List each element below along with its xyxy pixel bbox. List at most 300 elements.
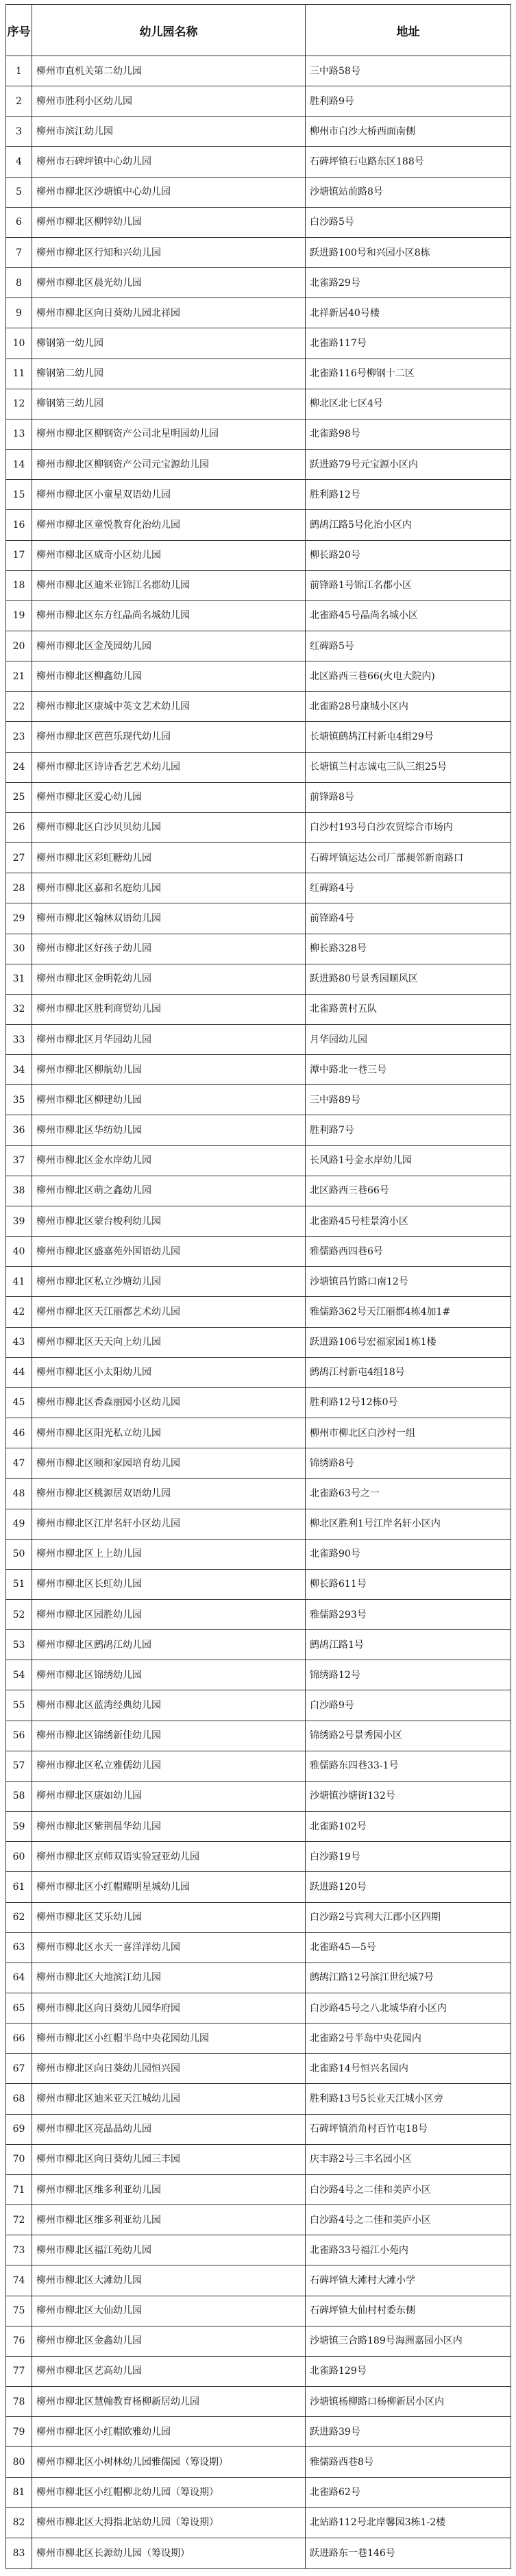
- table-row: [6, 994, 511, 1024]
- row-address: 胜利路13号5长业天江城小区旁: [306, 2084, 511, 2114]
- row-name: 柳州市柳北区阳光私立幼儿园: [32, 1418, 306, 1448]
- row-index: 57: [6, 1751, 32, 1781]
- row-index: 24: [6, 752, 32, 782]
- row-name: 柳州市柳北区胜利商贸幼儿园: [32, 994, 306, 1024]
- row-index: 31: [6, 964, 32, 994]
- table-row: [6, 1932, 511, 1963]
- row-index: 19: [6, 600, 32, 631]
- row-address: 北雀路62号: [306, 2477, 511, 2507]
- row-name: 柳州市柳北区康如幼儿园: [32, 1781, 306, 1811]
- row-name: 柳州市柳北区大拇指北站幼儿园（筹设期）: [32, 2507, 306, 2538]
- row-index: 55: [6, 1690, 32, 1721]
- table-row: [6, 2084, 511, 2114]
- row-index: 42: [6, 1297, 32, 1327]
- row-index: 8: [6, 268, 32, 298]
- table-row: [6, 1387, 511, 1418]
- row-address: 锦绣路2号景秀园小区: [306, 1721, 511, 1751]
- row-index: 83: [6, 2538, 32, 2568]
- row-name: 柳州市柳北区白沙贝贝幼儿园: [32, 812, 306, 842]
- table-row: [6, 510, 511, 540]
- row-address: 北区路西三巷66(火电大院内): [306, 661, 511, 692]
- row-address: 北雀路102号: [306, 1812, 511, 1842]
- row-address: 雅儒路西四巷6号: [306, 1237, 511, 1267]
- row-index: 82: [6, 2507, 32, 2538]
- header-index: 序号: [6, 5, 32, 56]
- table-row: [6, 1781, 511, 1811]
- row-index: 52: [6, 1599, 32, 1629]
- row-name: 柳州市柳北区亮晶晶幼儿园: [32, 2114, 306, 2144]
- row-index: 2: [6, 86, 32, 117]
- table-row: [6, 389, 511, 419]
- row-index: 40: [6, 1237, 32, 1267]
- row-name: 柳州市柳北区长源幼儿园（筹设期）: [32, 2538, 306, 2568]
- row-name: 柳州市柳北区江岸名轩小区幼儿园: [32, 1509, 306, 1539]
- row-index: 22: [6, 692, 32, 722]
- row-name: 柳州市柳北区盛嘉苑外国语幼儿园: [32, 1237, 306, 1267]
- row-name: 柳州市柳北区锦绣新佳幼儿园: [32, 1721, 306, 1751]
- row-index: 17: [6, 540, 32, 570]
- row-address: 前锋路8号: [306, 782, 511, 812]
- row-address: 北雀路黄村五队: [306, 994, 511, 1024]
- row-index: 59: [6, 1812, 32, 1842]
- row-address: 白沙路5号: [306, 207, 511, 237]
- row-name: 柳州市柳北区小红帽柳北幼儿园（筹设期）: [32, 2477, 306, 2507]
- row-address: 雅儒路西巷8号: [306, 2447, 511, 2477]
- row-index: 35: [6, 1085, 32, 1115]
- row-address: 三中路89号: [306, 1085, 511, 1115]
- row-index: 13: [6, 419, 32, 449]
- row-address: 跃进路79号元宝源小区内: [306, 450, 511, 480]
- row-name: 柳州市柳北区蒙台梭利幼儿园: [32, 1206, 306, 1236]
- table-row: [6, 540, 511, 570]
- row-index: 74: [6, 2265, 32, 2296]
- table-header-row: [6, 5, 511, 56]
- table-row: [6, 86, 511, 117]
- row-name: 柳州市柳北区小红帽半岛中央花园幼儿园: [32, 2024, 306, 2054]
- row-index: 58: [6, 1781, 32, 1811]
- table-row: [6, 1721, 511, 1751]
- table-row: [6, 2114, 511, 2144]
- row-name: 柳州市柳北区童悦教育化治幼儿园: [32, 510, 306, 540]
- row-name: 柳州市柳北区迪米亚锦江名郡幼儿园: [32, 570, 306, 600]
- row-index: 3: [6, 117, 32, 147]
- row-index: 53: [6, 1630, 32, 1660]
- table-row: [6, 1418, 511, 1448]
- table-row: [6, 1085, 511, 1115]
- row-index: 54: [6, 1660, 32, 1690]
- row-name: 柳州市柳北区慧翰教育杨柳新居幼儿园: [32, 2387, 306, 2417]
- row-address: 前锋路4号: [306, 903, 511, 934]
- row-index: 44: [6, 1357, 32, 1387]
- row-name: 柳州市滨江幼儿园: [32, 117, 306, 147]
- table-row: [6, 2174, 511, 2204]
- row-index: 64: [6, 1963, 32, 1993]
- table-row: [6, 177, 511, 207]
- row-address: 庆丰路2号三丰名园小区: [306, 2144, 511, 2174]
- row-index: 18: [6, 570, 32, 600]
- row-index: 63: [6, 1932, 32, 1963]
- row-address: 白沙路2号宾利大江郡小区四期: [306, 1902, 511, 1932]
- row-name: 柳州市柳北区艺高幼儿园: [32, 2356, 306, 2386]
- table-row: [6, 1327, 511, 1357]
- table-row: [6, 1448, 511, 1479]
- row-index: 70: [6, 2144, 32, 2174]
- row-index: 5: [6, 177, 32, 207]
- table-row: [6, 964, 511, 994]
- row-name: 柳州市柳北区向日葵幼儿园北祥园: [32, 298, 306, 328]
- row-index: 73: [6, 2235, 32, 2265]
- row-index: 61: [6, 1872, 32, 1902]
- row-address: 三中路58号: [306, 56, 511, 86]
- row-name: 柳州市柳北区京师双语实验冠亚幼儿园: [32, 1842, 306, 1872]
- table-row: [6, 1509, 511, 1539]
- table-row: [6, 2024, 511, 2054]
- table-row: [6, 328, 511, 359]
- row-name: 柳州市柳北区园胜幼儿园: [32, 1599, 306, 1629]
- row-address: 长塘镇鹧鸪江村新屯4组29号: [306, 722, 511, 752]
- row-index: 37: [6, 1145, 32, 1176]
- table-row: [6, 1297, 511, 1327]
- row-address: 白沙路9号: [306, 1690, 511, 1721]
- row-address: 石碑坪镇大仙村村委东侧: [306, 2296, 511, 2326]
- row-address: 红碑路4号: [306, 873, 511, 903]
- row-address: 鹧鸪江路5号化治小区内: [306, 510, 511, 540]
- table-row: [6, 1025, 511, 1055]
- table-row: [6, 600, 511, 631]
- row-name: 柳州市柳北区私立雅儒幼儿园: [32, 1751, 306, 1781]
- row-address: 锦绣路12号: [306, 1660, 511, 1690]
- row-name: 柳州市柳北区彩虹糖幼儿园: [32, 843, 306, 873]
- row-address: 胜利路12号: [306, 480, 511, 510]
- table-row: [6, 1539, 511, 1569]
- row-name: 柳州市柳北区水天一喜洋洋幼儿园: [32, 1932, 306, 1963]
- row-name: 柳州市柳北区紫荆晨华幼儿园: [32, 1812, 306, 1842]
- row-address: 北雀路2号半岛中央花园内: [306, 2024, 511, 2054]
- row-address: 鹧鸪江村新屯4组18号: [306, 1357, 511, 1387]
- row-index: 46: [6, 1418, 32, 1448]
- row-address: 柳州市白沙大桥西面南侧: [306, 117, 511, 147]
- row-name: 柳州市柳北区向日葵幼儿园华府园: [32, 1993, 306, 2024]
- row-name: 柳州市柳北区维多利亚幼儿园: [32, 2174, 306, 2204]
- row-address: 北站路112号北岸馨园3栋1-2楼: [306, 2507, 511, 2538]
- row-address: 雅儒路东四巷33-1号: [306, 1751, 511, 1781]
- row-name: 柳州市柳北区维多利亚幼儿园: [32, 2205, 306, 2235]
- table-row: [6, 661, 511, 692]
- row-name: 柳钢第二幼儿园: [32, 359, 306, 389]
- table-row: [6, 1872, 511, 1902]
- table-row: [6, 2356, 511, 2386]
- row-name: 柳州市柳北区柳钢资产公司元宝源幼儿园: [32, 450, 306, 480]
- row-address: 白沙村193号白沙农贸综合市场内: [306, 812, 511, 842]
- table-row: [6, 2507, 511, 2538]
- table-row: [6, 1812, 511, 1842]
- row-name: 柳州市柳北区萌之鑫幼儿园: [32, 1176, 306, 1206]
- row-name: 柳州市柳北区桃源居双语幼儿园: [32, 1479, 306, 1509]
- row-index: 7: [6, 237, 32, 267]
- row-index: 81: [6, 2477, 32, 2507]
- row-address: 雅儒路362号天江丽都4栋4加1#: [306, 1297, 511, 1327]
- table-row: [6, 419, 511, 449]
- table-row: [6, 1145, 511, 1176]
- row-address: 石碑坪镇运达公司厂部昶邻新南路口: [306, 843, 511, 873]
- row-name: 柳州市柳北区鹧鸪江幼儿园: [32, 1630, 306, 1660]
- row-index: 11: [6, 359, 32, 389]
- row-index: 49: [6, 1509, 32, 1539]
- row-index: 9: [6, 298, 32, 328]
- table-row: [6, 2326, 511, 2356]
- row-address: 北雀路29号: [306, 268, 511, 298]
- row-name: 柳州市柳北区嘉和名庭幼儿园: [32, 873, 306, 903]
- row-index: 21: [6, 661, 32, 692]
- table-row: [6, 903, 511, 934]
- row-index: 75: [6, 2296, 32, 2326]
- table-row: [6, 117, 511, 147]
- row-name: 柳州市柳北区蓝湾经典幼儿园: [32, 1690, 306, 1721]
- row-address: 沙塘镇杨柳路口杨柳新居小区内: [306, 2387, 511, 2417]
- table-row: [6, 268, 511, 298]
- row-index: 10: [6, 328, 32, 359]
- table-row: [6, 2477, 511, 2507]
- table-row: [6, 2205, 511, 2235]
- table-row: [6, 722, 511, 752]
- row-address: 柳长路20号: [306, 540, 511, 570]
- row-index: 51: [6, 1569, 32, 1599]
- row-name: 柳州市柳北区金水岸幼儿园: [32, 1145, 306, 1176]
- table-row: [6, 450, 511, 480]
- row-address: 北祥新居40号楼: [306, 298, 511, 328]
- row-address: 胜利路7号: [306, 1115, 511, 1145]
- row-name: 柳州市柳北区私立沙塘幼儿园: [32, 1267, 306, 1297]
- row-index: 23: [6, 722, 32, 752]
- table-row: [6, 934, 511, 964]
- table-row: [6, 1267, 511, 1297]
- table-row: [6, 692, 511, 722]
- table-row: [6, 56, 511, 86]
- row-index: 16: [6, 510, 32, 540]
- row-address: 白沙路4号之二佳和美庐小区: [306, 2174, 511, 2204]
- row-index: 77: [6, 2356, 32, 2386]
- row-name: 柳州市柳北区行知和兴幼儿园: [32, 237, 306, 267]
- row-name: 柳州市柳北区迪米亚天江城幼儿园: [32, 2084, 306, 2114]
- row-index: 1: [6, 56, 32, 86]
- row-index: 80: [6, 2447, 32, 2477]
- header-address: 地址: [306, 5, 511, 56]
- row-address: 鹧鸪江路12号滨江世纪城7号: [306, 1963, 511, 1993]
- row-address: 柳北区北七区4号: [306, 389, 511, 419]
- row-name: 柳州市柳北区柳锌幼儿园: [32, 207, 306, 237]
- row-name: 柳州市柳北区小树林幼儿园雅儒园（筹设期）: [32, 2447, 306, 2477]
- row-address: 石碑坪镇消角村百竹屯18号: [306, 2114, 511, 2144]
- table-row: [6, 298, 511, 328]
- row-name: 柳州市柳北区金茂园幼儿园: [32, 631, 306, 661]
- table-row: [6, 2417, 511, 2447]
- table-row: [6, 782, 511, 812]
- table-row: [6, 237, 511, 267]
- row-address: 沙塘镇昌竹路口南12号: [306, 1267, 511, 1297]
- row-name: 柳州市柳北区小童星双语幼儿园: [32, 480, 306, 510]
- table-row: [6, 1993, 511, 2024]
- row-name: 柳州市柳北区小太阳幼儿园: [32, 1357, 306, 1387]
- table-row: [6, 1115, 511, 1145]
- row-index: 28: [6, 873, 32, 903]
- row-address: 北雀路116号柳钢十二区: [306, 359, 511, 389]
- table-row: [6, 1357, 511, 1387]
- row-name: 柳钢第一幼儿园: [32, 328, 306, 359]
- row-address: 红碑路5号: [306, 631, 511, 661]
- row-index: 67: [6, 2054, 32, 2084]
- row-name: 柳州市柳北区大地滨江幼儿园: [32, 1963, 306, 1993]
- row-index: 65: [6, 1993, 32, 2024]
- table-row: [6, 1690, 511, 1721]
- row-name: 柳州市石碑坪镇中心幼儿园: [32, 147, 306, 177]
- table-row: [6, 631, 511, 661]
- table-row: [6, 843, 511, 873]
- row-index: 68: [6, 2084, 32, 2114]
- table-row: [6, 812, 511, 842]
- row-name: 柳州市柳北区好孩子幼儿园: [32, 934, 306, 964]
- row-name: 柳州市柳北区柳建幼儿园: [32, 1085, 306, 1115]
- row-address: 沙塘镇站前路8号: [306, 177, 511, 207]
- row-name: 柳州市柳北区福江苑幼儿园: [32, 2235, 306, 2265]
- row-address: 沙塘镇三合路189号海洲嘉园小区内: [306, 2326, 511, 2356]
- row-address: 胜利路9号: [306, 86, 511, 117]
- table-row: [6, 2235, 511, 2265]
- header-name: 幼儿园名称: [32, 5, 306, 56]
- row-address: 跃进路39号: [306, 2417, 511, 2447]
- row-name: 柳州市柳北区康城中英文艺术幼儿园: [32, 692, 306, 722]
- row-address: 柳北区胜利1号江岸名轩小区内: [306, 1509, 511, 1539]
- row-address: 北雀路33号福江小苑内: [306, 2235, 511, 2265]
- row-index: 26: [6, 812, 32, 842]
- row-address: 跃进路东一巷146号: [306, 2538, 511, 2568]
- row-name: 柳州市胜利小区幼儿园: [32, 86, 306, 117]
- row-name: 柳州市直机关第二幼儿园: [32, 56, 306, 86]
- row-name: 柳州市柳北区芭芭乐现代幼儿园: [32, 722, 306, 752]
- row-index: 45: [6, 1387, 32, 1418]
- table-row: [6, 480, 511, 510]
- row-name: 柳州市柳北区柳航幼儿园: [32, 1055, 306, 1085]
- row-index: 66: [6, 2024, 32, 2054]
- row-name: 柳州市柳北区天江丽都艺术幼儿园: [32, 1297, 306, 1327]
- row-address: 北雀路117号: [306, 328, 511, 359]
- row-index: 60: [6, 1842, 32, 1872]
- table-row: [6, 2538, 511, 2568]
- row-index: 39: [6, 1206, 32, 1236]
- row-name: 柳州市柳北区金鑫幼儿园: [32, 2326, 306, 2356]
- row-address: 沙塘镇沙塘街132号: [306, 1781, 511, 1811]
- row-index: 76: [6, 2326, 32, 2356]
- row-address: 北雀路28号康城小区内: [306, 692, 511, 722]
- row-address: 长塘镇兰村志诚屯三队三组25号: [306, 752, 511, 782]
- row-address: 白沙路4号之二佳和美庐小区: [306, 2205, 511, 2235]
- row-name: 柳州市柳北区翰林双语幼儿园: [32, 903, 306, 934]
- row-name: 柳州市柳北区向日葵幼儿园恒兴园: [32, 2054, 306, 2084]
- row-name: 柳州市柳北区金明乾幼儿园: [32, 964, 306, 994]
- row-name: 柳州市柳北区小红帽耀明星城幼儿园: [32, 1872, 306, 1902]
- row-index: 38: [6, 1176, 32, 1206]
- row-index: 12: [6, 389, 32, 419]
- row-index: 27: [6, 843, 32, 873]
- row-name: 柳州市柳北区晨光幼儿园: [32, 268, 306, 298]
- table-row: [6, 1599, 511, 1629]
- row-address: 北雀路129号: [306, 2356, 511, 2386]
- row-index: 15: [6, 480, 32, 510]
- table-row: [6, 1842, 511, 1872]
- table-row: [6, 1569, 511, 1599]
- row-address: 跃进路120号: [306, 1872, 511, 1902]
- row-index: 29: [6, 903, 32, 934]
- row-address: 北区路西三巷66号: [306, 1176, 511, 1206]
- table-body: [6, 56, 511, 2569]
- table-row: [6, 2447, 511, 2477]
- row-index: 41: [6, 1267, 32, 1297]
- row-address: 北雀路90号: [306, 1539, 511, 1569]
- row-address: 北雀路63号之一: [306, 1479, 511, 1509]
- row-index: 62: [6, 1902, 32, 1932]
- row-address: 跃进路106号宏福家园1栋1楼: [306, 1327, 511, 1357]
- table-row: [6, 207, 511, 237]
- row-address: 北雀路14号恒兴名园内: [306, 2054, 511, 2084]
- row-address: 北雀路98号: [306, 419, 511, 449]
- table-row: [6, 359, 511, 389]
- row-address: 石碑坪镇石屯路东区188号: [306, 147, 511, 177]
- row-index: 33: [6, 1025, 32, 1055]
- table-row: [6, 1963, 511, 1993]
- row-index: 56: [6, 1721, 32, 1751]
- row-name: 柳州市柳北区香森丽园小区幼儿园: [32, 1387, 306, 1418]
- table-row: [6, 147, 511, 177]
- row-address: 北雀路45号晶尚名城小区: [306, 600, 511, 631]
- row-address: 前锋路1号锦江名郡小区: [306, 570, 511, 600]
- row-index: 48: [6, 1479, 32, 1509]
- row-name: 柳州市柳北区大仙幼儿园: [32, 2296, 306, 2326]
- row-name: 柳州市柳北区月华园幼儿园: [32, 1025, 306, 1055]
- row-index: 32: [6, 994, 32, 1024]
- table-row: [6, 1176, 511, 1206]
- row-index: 72: [6, 2205, 32, 2235]
- row-index: 4: [6, 147, 32, 177]
- kindergarten-table: [5, 4, 511, 2569]
- row-index: 69: [6, 2114, 32, 2144]
- row-address: 跃进路100号和兴园小区8栋: [306, 237, 511, 267]
- row-address: 柳长路611号: [306, 1569, 511, 1599]
- row-address: 潭中路北一巷三号: [306, 1055, 511, 1085]
- table-row: [6, 873, 511, 903]
- table-row: [6, 1660, 511, 1690]
- row-address: 柳长路328号: [306, 934, 511, 964]
- row-address: 胜利路12号12栋0号: [306, 1387, 511, 1418]
- row-name: 柳州市柳北区威奇小区幼儿园: [32, 540, 306, 570]
- table-row: [6, 752, 511, 782]
- row-index: 78: [6, 2387, 32, 2417]
- row-index: 20: [6, 631, 32, 661]
- row-name: 柳州市柳北区沙塘镇中心幼儿园: [32, 177, 306, 207]
- row-index: 6: [6, 207, 32, 237]
- row-name: 柳钢第三幼儿园: [32, 389, 306, 419]
- row-name: 柳州市柳北区天天向上幼儿园: [32, 1327, 306, 1357]
- table-row: [6, 2387, 511, 2417]
- table-row: [6, 1630, 511, 1660]
- row-address: 北雀路45—5号: [306, 1932, 511, 1963]
- row-address: 白沙路19号: [306, 1842, 511, 1872]
- row-name: 柳州市柳北区锦绣幼儿园: [32, 1660, 306, 1690]
- row-index: 50: [6, 1539, 32, 1569]
- row-name: 柳州市柳北区诗诗香艺艺术幼儿园: [32, 752, 306, 782]
- table-row: [6, 2144, 511, 2174]
- table-row: [6, 1902, 511, 1932]
- table-row: [6, 1206, 511, 1236]
- row-address: 长风路1号金水岸幼儿园: [306, 1145, 511, 1176]
